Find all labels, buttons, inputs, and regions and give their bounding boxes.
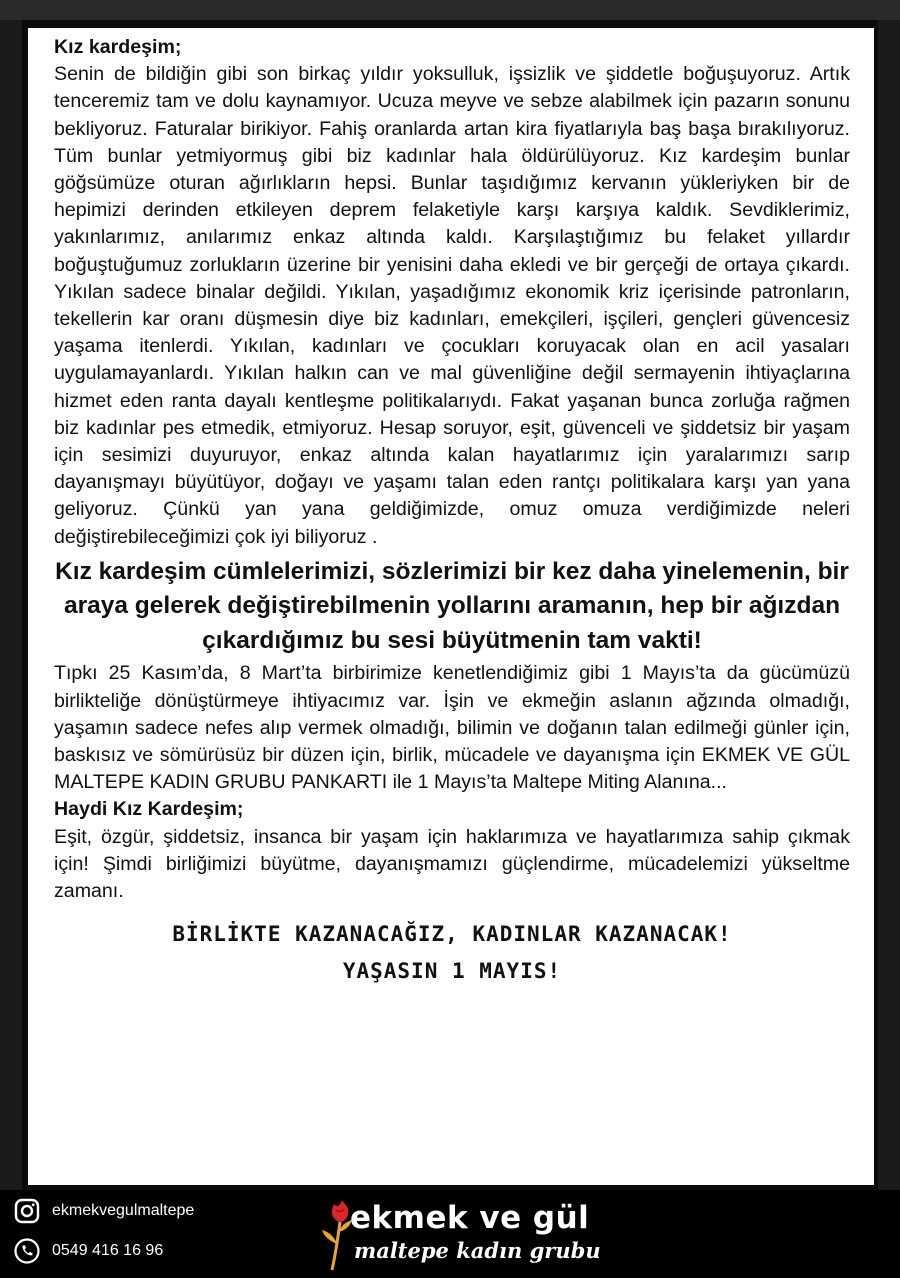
instagram-handle: ekmekvegulmaltepe — [52, 1202, 195, 1219]
slogan-line-1: BİRLİKTE KAZANACAĞIZ, KADINLAR KAZANACAK! — [172, 922, 732, 947]
letter-paragraph-3: Eşit, özgür, şiddetsiz, insanca bir yaşam için haklarımıza ve hayatlarımıza sahip çıkmak için! Şimdi birliğimizi büyütme, dayanışmamızı güçlendirme, mücadelemizi yükseltme zamanı. — [54, 825, 850, 902]
left-border — [0, 20, 22, 1220]
letter-greeting-2: Haydi Kız Kardeşim; — [54, 798, 244, 821]
footer — [0, 1190, 900, 1278]
letter-paper — [28, 28, 874, 1185]
logo-title: ekmek ve gül — [350, 1200, 590, 1236]
right-border — [878, 20, 900, 1220]
top-border — [0, 0, 900, 20]
letter-callout: Kız kardeşim cümlelerimizi, sözlerimizi bir kez daha yinelemenin, bir araya gelerek değiştirebilmenin yollarını aramanın, hep bir ağızdan çıkardığımız bu sesi büyütmenin tam vakti! — [55, 557, 849, 654]
phone-number: 0549 416 16 96 — [52, 1242, 164, 1259]
instagram-contact[interactable] — [14, 1198, 194, 1224]
phone-contact[interactable] — [14, 1238, 163, 1264]
phone-icon — [14, 1238, 40, 1264]
slogan-block — [54, 916, 850, 990]
instagram-icon — [14, 1198, 40, 1224]
ekmek-ve-gul-logo — [318, 1192, 618, 1272]
letter-greeting: Kız kardeşim; — [54, 36, 182, 58]
slogan-line-2: YAŞASIN 1 MAYIS! — [342, 959, 562, 984]
logo-subtitle: maltepe kadın grubu — [354, 1238, 601, 1263]
letter-paragraph-2: Tıpkı 25 Kasım’da, 8 Mart’ta birbirimize kenetlendiğimiz gibi 1 Mayıs’ta da gücümüzü birlikteliğe dönüştürmeye ihtiyacımız var. İşin ve ekmeğin aslanın ağzında olmadığı, yaşamın sadece nefes alıp vermek olmadığı, bilimin ve doğanın talan edilmeği günler için, baskısız ve sömürüsüz bir düzen için, birlik, mücadele ve dayanışma için EKMEK VE GÜL MALTEPE KADIN GRUBU PANKARTI ile 1 Mayıs’ta Maltepe Miting Alanına... — [54, 662, 850, 794]
letter-paragraph-1: Senin de bildiğin gibi son birkaç yıldır yoksulluk, işsizlik ve şiddetle boğuşuyoruz. Artık tenceremiz tam ve dolu kaynamıyor. Ucuza meyve ve sebze alabilmek için pazarın sonunu bekliyoruz. Faturalar birikiyor. Fahiş oranlarda artan kira fiyatlarıyla baş başa bırakılıyoruz. Tüm bunlar yetmiyormuş gibi biz kadınlar hala öldürülüyoruz. Kız kardeşim bunlar göğsümüze oturan ağırlıkların hepsi. Bunlar taşıdığımız kervanın yükleriyken bir de hepimizi derinden etkileyen deprem felaketiyle karşı karşıya kaldık. Sevdiklerimiz, yakınlarımız, anılarımız enkaz altında kaldı. Karşılaştığımız bu felaket yıllardır boğuştuğumuz zorlukların üzerine bir yenisini daha ekledi ve bir gerçeği de ortaya çıkardı. Yıkılan sadece binalar değildi. Yıkılan, yaşadığımız ekonomik kriz içerisinde patronların, tekellerin kar oranı düşmesin diye biz kadınları, emekçileri, işçileri, gençleri güvencesiz yaşama itenlerdi. Yıkılan, kadınları ve çocukları koruyacak olan en acil yasaları uygulamayanlardı. Yıkılan halkın can ve mal güvenliğine değil sermayenin ihtiyaçlarına hizmet eden ranta dayalı kentleşme politikalarıydı. Fakat yaşanan bunca zorluğa rağmen biz kadınlar pes etmedik, etmiyoruz. Hesap soruyor, eşit, güvenceli ve şiddetsiz bir yaşam için sesimizi duyuruyor, enkaz altında kalan hayatlarımız için yaralarımızı sarıp dayanışmayı büyütüyor, doğayı ve yaşamı talan eden rantçı politikalara karşı yan yana geliyoruz. Çünkü yan yana geldiğimizde, omuz omuza verdiğimizde neleri değiştirebileceğimizi çok iyi biliyoruz . — [54, 63, 850, 548]
